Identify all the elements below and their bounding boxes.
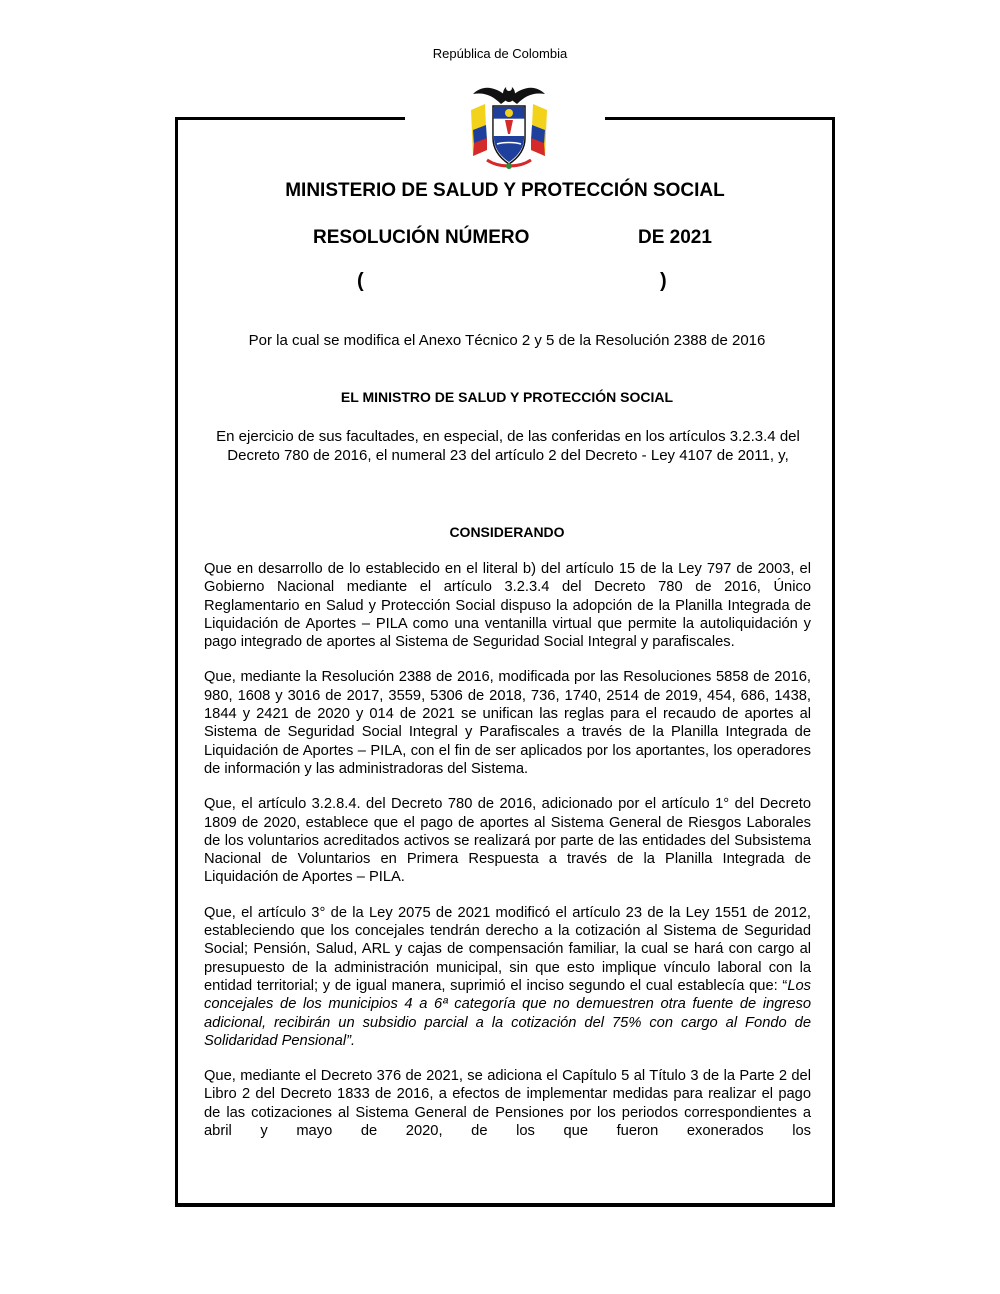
frame-bottom-border [175,1203,835,1207]
country-header: República de Colombia [432,46,568,61]
considering-heading: CONSIDERANDO [449,524,565,540]
consideration-paragraph-5: Que, mediante el Decreto 376 de 2021, se adiciona el Capítulo 5 al Título 3 de la Parte 2 del Libro 2 del Decreto 1833 de 2016, a efectos de implementar medidas para realizar el pago de las cotizaciones al Sistema General de Pensiones por los periodos correspondientes a abril y mayo de 2020, de los que fueron exonerados los [204,1068,811,1140]
resolution-date-open-paren: ( [357,270,364,292]
consideration-paragraph-2: Que, mediante la Resolución 2388 de 2016, modificada por las Resoluciones 5858 de 2016, 980, 1608 y 3016 de 2017, 3559, 5306 de 2018, 736, 1740, 2514 de 2019, 454, 686, 1438, 1844 y 2421 de 2020 y 014 de 2021 se unifican las reglas para el recaudo de aportes al Sistema de Seguridad Social Integral y Parafiscales a través de la Planilla Integrada de Liquidación de Aportes – PILA, con el fin de ser aplicados por los aportantes, los operadores de información y las administradoras del Sistema. [204,669,811,777]
colombia-coat-of-arms-icon [463,80,555,170]
powers-paragraph: En ejercicio de sus facultades, en especial, de las conferidas en los artículos 3.2.3.4 del Decreto 780 de 2016, el numeral 23 del artículo 2 del Decreto - Ley 4107 de 2011, y, [216,428,800,464]
minister-heading: EL MINISTRO DE SALUD Y PROTECCIÓN SOCIAL [340,389,674,405]
consideration-paragraph-4-quote: Los concejales de los municipios 4 a 6ª categoría que no demuestren otra fuente de ingreso adicional, recibirán un subsidio parcial a la cotización del 75% con cargo al Fondo de Solidaridad Pensional”. [204,977,811,1049]
resolution-year: DE 2021 [638,227,712,248]
resolution-date-close-paren: ) [660,270,667,292]
consideration-paragraph-1: Que en desarrollo de lo establecido en el literal b) del artículo 15 de la Ley 797 de 2003, el Gobierno Nacional mediante el artículo 3.2.3.4 del Decreto 780 de 2016, Único Reglamentario en Salud y Protección Social dispuso la adopción de la Planilla Integrada de Liquidación de Aportes – PILA como una ventanilla virtual que permite la autoliquidación y pago integrado de aportes al Sistema de Seguridad Social Integral y parafiscales. [204,561,811,651]
ministry-title: MINISTERIO DE SALUD Y PROTECCIÓN SOCIAL [285,180,725,201]
consideration-paragraph-3: Que, el artículo 3.2.8.4. del Decreto 780 de 2016, adicionado por el artículo 1° del Decreto 1809 de 2020, establece que el pago de aportes al Sistema General de Riesgos Laborales de los voluntarios acreditados activos se realizará por parte de las entidades del Subsistema Nacional de Voluntarios en Primera Respuesta a través de la Planilla Integrada de Liquidación de Aportes – PILA. [204,796,811,886]
resolution-number-label: RESOLUCIÓN NÚMERO [313,227,530,248]
consideration-paragraph-4 [204,904,811,1050]
frame-top-right-border [605,117,835,120]
frame-right-border [832,117,835,1207]
frame-top-left-border [177,117,405,120]
considerations-body [204,560,811,1157]
consideration-paragraph-4-text: Que, el artículo 3° de la Ley 2075 de 2021 modificó el artículo 23 de la Ley 1551 de 2012, estableciendo que los concejales tendrán derecho a la cotización al Sistema de Seguridad Social; Pensión, Salud, ARL y cajas de compensación familiar, la cual se hará con cargo al presupuesto de la administración municipal, sin que esto implique vínculo laboral con la entidad territorial; y de igual manera, suprimió el inciso segundo el cual establecía que: “ [204,904,811,994]
frame-left-border [175,117,178,1207]
resolution-subtitle: Por la cual se modifica el Anexo Técnico 2 y 5 de la Resolución 2388 de 2016 [248,332,766,349]
